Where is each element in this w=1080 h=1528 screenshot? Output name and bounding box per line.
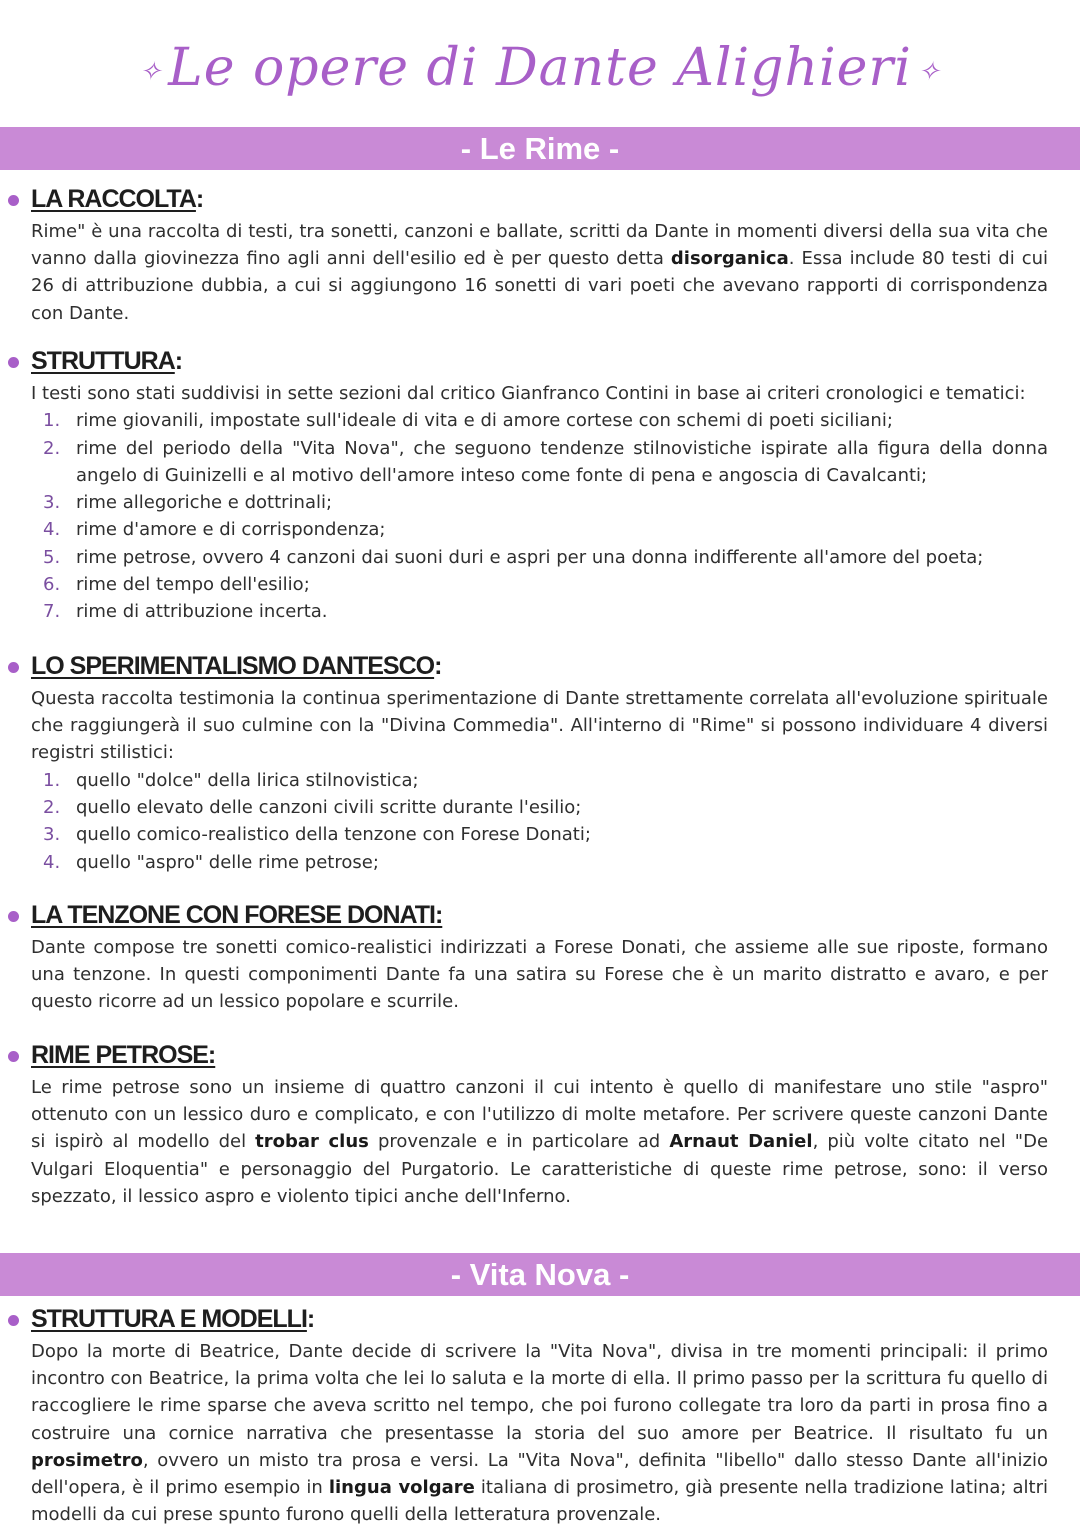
list-item-text: rime del periodo della "Vita Nova", che seguono tendenze stilnovistiche ispirate alla figura della donna angelo di Guinizelli e al motivo dell'amore inteso come fonte di pena e angoscia di Cavalcanti; bbox=[76, 437, 1048, 486]
struttura-modelli-bold-2: lingua volgare bbox=[328, 1477, 475, 1499]
section-band-vita-nova bbox=[0, 1253, 1080, 1296]
petrose-paragraph bbox=[0, 1074, 1080, 1210]
list-item: 2. quello elevato delle canzoni civili scritte durante l'esilio; bbox=[43, 796, 582, 818]
sparkle-icon: ✧ bbox=[139, 56, 163, 87]
heading-raccolta: LA RACCOLTA: bbox=[0, 183, 1080, 215]
heading-struttura-modelli: STRUTTURA E MODELLI: bbox=[0, 1303, 1080, 1335]
heading-tenzone bbox=[0, 899, 1080, 931]
heading-struttura-text: STRUTTURA bbox=[31, 347, 175, 375]
bullet-icon bbox=[8, 662, 19, 673]
list-item: 7. rime di attribuzione incerta. bbox=[43, 601, 328, 623]
raccolta-paragraph bbox=[0, 218, 1080, 327]
bullet-icon bbox=[8, 1315, 19, 1326]
struttura-modelli-bold-1: prosimetro bbox=[31, 1449, 143, 1471]
heading-sperimentalismo-text: LO SPERIMENTALISMO DANTESCO bbox=[31, 652, 435, 680]
struttura-modelli-text-3: italiana di prosimetro, già presente nella tradizione latina; altri modelli da cui prese spunto furono quelli della letteratura provenzale. bbox=[31, 1477, 1049, 1526]
heading-raccolta-text: LA RACCOLTA bbox=[31, 185, 196, 213]
list-item: 3. rime allegoriche e dottrinali; bbox=[43, 492, 333, 514]
list-item: 5. rime petrose, ovvero 4 canzoni dai suoni duri e aspri per una donna indifferente all'amore del poeta; bbox=[43, 546, 984, 568]
petrose-text-3: , più volte citato nel "De Vulgari Eloquentia" e personaggio del Purgatorio. Le caratteristiche di queste rime petrose, sono: il verso spezzato, il lessico aspro e violento tipici anche dell'Inferno. bbox=[31, 1131, 1049, 1207]
sperimentalismo-intro: Questa raccolta testimonia la continua sperimentazione di Dante strettamente correlata all'evoluzione spirituale che raggiungerà il suo culmine con la "Divina Commedia". All'interno di "Rime" si possono individuare 4 diversi registri stilistici: bbox=[31, 688, 1048, 764]
section-struttura bbox=[0, 345, 1080, 626]
list-item: 2. rime del periodo della "Vita Nova", che seguono tendenze stilnovistiche ispirate alla figura della donna angelo di Guinizelli e al motivo dell'amore inteso come fonte di pena e angoscia di Cavalcanti; bbox=[43, 437, 1048, 486]
page-title bbox=[0, 18, 1080, 118]
list-item: 1. quello "dolce" della lirica stilnovistica; bbox=[43, 769, 419, 791]
struttura-modelli-text-1: Dopo la morte di Beatrice, Dante decide di scrivere la "Vita Nova", divisa in tre momenti principali: il primo incontro con Beatrice, la prima volta che lei lo saluta e la morte di ella. Il primo passo per la scrittura fu quello di raccogliere le rime sparse che aveva scritto nel tempo, che poi furono collegate tra loro da parti in prosa fino a costruire una cornice narrativa che presentasse la storia del suo amore per Beatrice. Il risultato fu un bbox=[31, 1341, 1048, 1444]
page-title-text: Le opere di Dante Alighieri bbox=[168, 38, 912, 98]
petrose-text-2: provenzale e in particolare ad bbox=[368, 1131, 670, 1153]
list-item: 4. quello "aspro" delle rime petrose; bbox=[43, 851, 379, 873]
bullet-icon bbox=[8, 1051, 19, 1062]
list-item-text: quello "dolce" della lirica stilnovistica; bbox=[76, 769, 419, 791]
bullet-icon bbox=[8, 911, 19, 922]
heading-struttura-modelli-text: STRUTTURA E MODELLI bbox=[31, 1305, 307, 1333]
list-item-text: quello elevato delle canzoni civili scritte durante l'esilio; bbox=[76, 796, 582, 818]
heading-petrose-text: RIME PETROSE: bbox=[31, 1041, 216, 1069]
heading-petrose bbox=[0, 1039, 1080, 1071]
list-item: 3. quello comico-realistico della tenzone con Forese Donati; bbox=[43, 824, 591, 846]
list-item: 4. rime d'amore e di corrispondenza; bbox=[43, 519, 386, 541]
list-item-text: rime d'amore e di corrispondenza; bbox=[76, 519, 386, 541]
list-item: 6. rime del tempo dell'esilio; bbox=[43, 573, 310, 595]
struttura-modelli-text-2: , ovvero un misto tra prosa e versi. La "Vita Nova", definita "libello" dallo stesso Dante all'inizio dell'opera, è il primo esempio in bbox=[31, 1449, 1048, 1499]
struttura-modelli-paragraph bbox=[0, 1338, 1080, 1528]
list-item-text: quello comico-realistico della tenzone con Forese Donati; bbox=[76, 824, 591, 846]
section-band-rime bbox=[0, 127, 1080, 170]
raccolta-text-2: . Essa include 80 testi di cui 26 di attribuzione dubbia, a cui si aggiungono 16 sonetti di vari poeti che avevano rapporti di corrispondenza con Dante. bbox=[31, 248, 1048, 324]
petrose-text-1: Le rime petrose sono un insieme di quattro canzoni il cui intento è quello di manifestare uno stile "aspro" ottenuto con un lessico duro e complicato, e con l'utilizzo di molte metafore. Per scrivere queste canzoni Dante si ispirò al modello del bbox=[31, 1077, 1048, 1153]
bullet-icon bbox=[8, 195, 19, 206]
heading-tenzone-text: LA TENZONE CON FORESE DONATI: bbox=[31, 901, 443, 929]
sparkle-icon: ✧ bbox=[917, 56, 941, 87]
section-band-vita-nova-label: - Vita Nova - bbox=[450, 1257, 630, 1292]
raccolta-text-1: Rime" è una raccolta di testi, tra sonetti, canzoni e ballate, scritti da Dante in momenti diversi della sua vita che vanno dalla giovinezza fino agli anni dell'esilio ed è per questo detta bbox=[31, 221, 1048, 270]
section-struttura-modelli bbox=[0, 1303, 1080, 1528]
petrose-bold-1: trobar clus bbox=[255, 1131, 369, 1153]
list-item-text: rime di attribuzione incerta. bbox=[76, 601, 328, 623]
petrose-bold-2: Arnaut Daniel bbox=[669, 1131, 813, 1153]
list-item-text: rime giovanili, impostate sull'ideale di vita e di amore cortese con schemi di poeti siciliani; bbox=[76, 410, 893, 432]
list-item: 1. rime giovanili, impostate sull'ideale di vita e di amore cortese con schemi di poeti siciliani; bbox=[43, 410, 893, 432]
tenzone-paragraph: Dante compose tre sonetti comico-realistici indirizzati a Forese Donati, che assieme alle sue riposte, formano una tenzone. In questi componimenti Dante fa una satira su Forese che è un marito distratto e avaro, e per questo ricorre ad un lessico popolare e scurrile. bbox=[31, 937, 1048, 1013]
section-petrose bbox=[0, 1039, 1080, 1210]
section-raccolta bbox=[0, 183, 1080, 327]
raccolta-bold-1: disorganica bbox=[670, 248, 789, 270]
sperimentalismo-list bbox=[0, 767, 1080, 876]
bullet-icon bbox=[8, 357, 19, 368]
list-item-text: rime allegoriche e dottrinali; bbox=[76, 492, 333, 514]
section-band-rime-label: - Le Rime - bbox=[460, 131, 620, 166]
heading-struttura: STRUTTURA: bbox=[0, 345, 1080, 377]
list-item-text: rime petrose, ovvero 4 canzoni dai suoni duri e aspri per una donna indifferente all'amore del poeta; bbox=[76, 546, 984, 568]
section-sperimentalismo bbox=[0, 650, 1080, 876]
list-item-text: rime del tempo dell'esilio; bbox=[76, 573, 310, 595]
list-item-text: quello "aspro" delle rime petrose; bbox=[76, 851, 379, 873]
heading-sperimentalismo: LO SPERIMENTALISMO DANTESCO: bbox=[0, 650, 1080, 682]
section-tenzone bbox=[0, 899, 1080, 1016]
struttura-list bbox=[0, 407, 1080, 625]
struttura-intro: I testi sono stati suddivisi in sette sezioni dal critico Gianfranco Contini in base ai criteri cronologici e tematici: bbox=[31, 383, 1026, 404]
